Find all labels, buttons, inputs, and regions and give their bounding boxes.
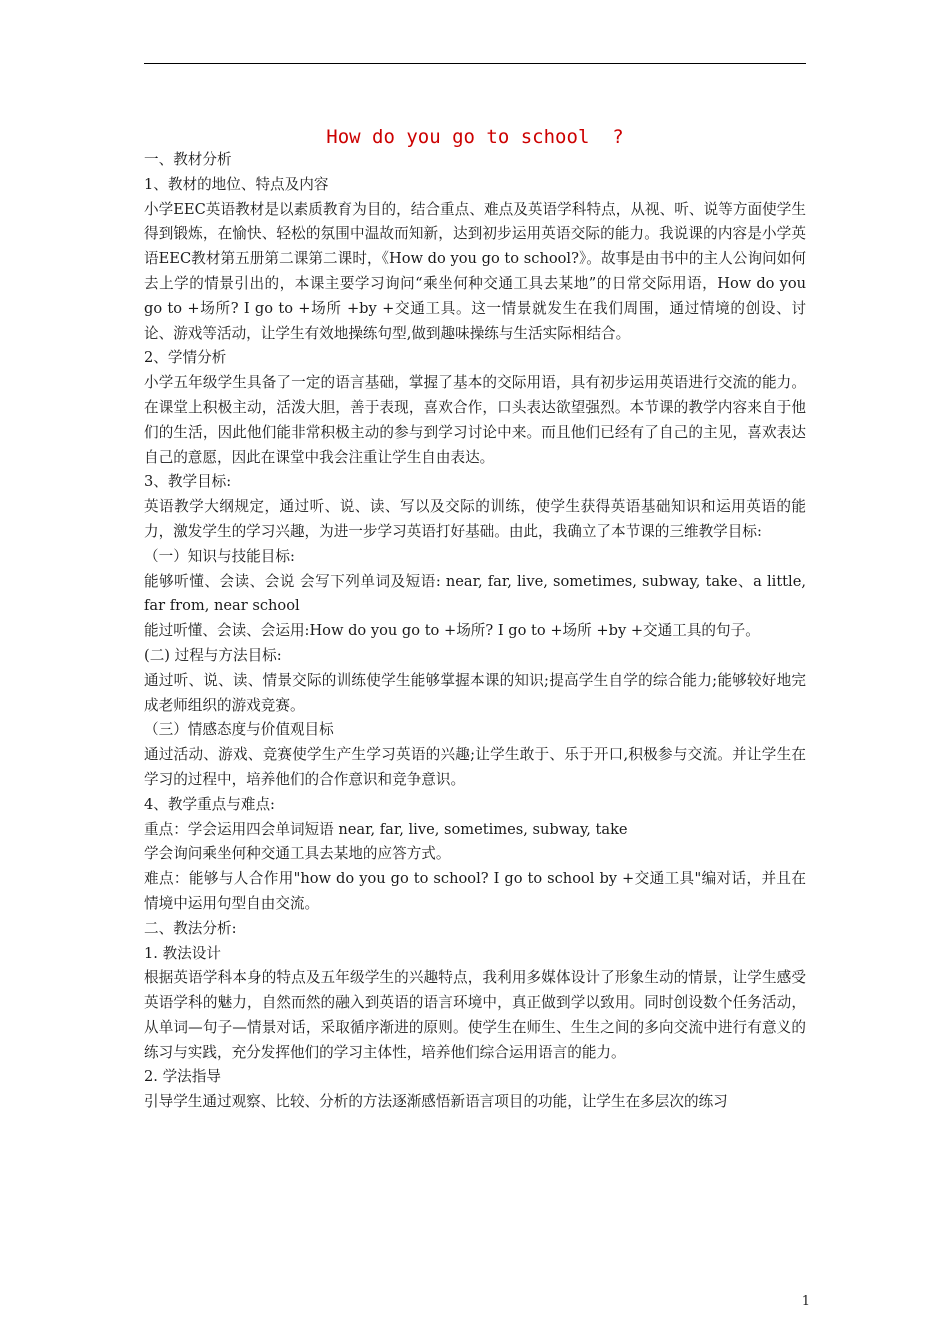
paragraph-method-design: 根据英语学科本身的特点及五年级学生的兴趣特点，我利用多媒体设计了形象生动的情景，让学生感受英语学科的魅力，自然而然的融入到英语的语言环境中，真正做到学以致用。同时创设数个任务活动，从单词—句子—情景对话，采取循序渐进的原则。使学生在师生、生生之间的多向交流中进行有意义的练习与实践，充分发挥他们的学习主体性，培养他们综合运用语言的能力。 (144, 969, 806, 1061)
subheading-teaching-goals: 3、教学目标: (144, 473, 232, 491)
subheading-learning-guidance: 2. 学法指导 (144, 1068, 221, 1086)
paragraph-textbook-content: 小学EEC英语教材是以素质教育为目的，结合重点、难点及英语学科特点，从视、听、说等方面使学生得到锻炼，在愉快、轻松的氛围中温故而知新，达到初步运用英语交际的能力。我说课的内容是小学英语EEC教材第五册第二课第二课时，《How do you go to school?》。故事是由书中的主人公询问如何去上学的情景引出的，本课主要学习询问“乘坐何种交通工具去某地”的日常交际用语，How do you go to +场所? I go to +场所 +by +交通工具。这一情景就发生在我们周围，通过情境的创设、讨论、游戏等活动，让学生有效地操练句型,做到趣味操练与生活实际相结合。 (144, 200, 806, 342)
section-heading-teaching-method: 二、教法分析: (144, 919, 237, 937)
subheading-key-and-difficult-points: 4、教学重点与难点: (144, 795, 275, 813)
paragraph-teaching-goals: 英语教学大纲规定，通过听、说、读、写以及交际的训练，使学生获得英语基础知识和运用英语的能力，激发学生的学习兴趣，为进一步学习英语打好基础。由此，我确立了本节课的三维教学目标: (144, 498, 806, 540)
paragraph-sentence-goal: 能过听懂、会读、会运用:How do you go to +场所? I go to +场所 +by +交通工具的句子。 (144, 622, 760, 640)
subheading-attitude-values: （三）情感态度与价值观目标 (144, 721, 334, 739)
subheading-learner-analysis: 2、学情分析 (144, 349, 227, 367)
paragraph-key-points: 重点：学会运用四会单词短语 near, far, live, sometimes, subway, take (144, 820, 628, 838)
subheading-knowledge-skills: （一）知识与技能目标: (144, 547, 295, 565)
subheading-process-methods: (二) 过程与方法目标: (144, 646, 282, 664)
section-heading-textbook-analysis: 一、教材分析 (144, 151, 232, 168)
paragraph-difficult-points: 难点：能够与人合作用"how do you go to school? I go to school by +交通工具"编对话，并且在情境中运用句型自由交流。 (144, 870, 806, 912)
subheading-method-design: 1. 教法设计 (144, 944, 221, 962)
paragraph-key-points-response: 学会询问乘坐何种交通工具去某地的应答方式。 (144, 845, 451, 863)
paragraph-vocabulary-goal: 能够听懂、会读、会说 会写下列单词及短语: near, far, live, sometimes, subway, take、a little, far from, near school (144, 572, 806, 615)
paragraph-attitude-values: 通过活动、游戏、竞赛使学生产生学习英语的兴趣;让学生敢于、乐于开口,积极参与交流。并让学生在学习的过程中，培养他们的合作意识和竞争意识。 (144, 746, 806, 788)
paragraph-learning-guidance: 引导学生通过观察、比较、分析的方法逐渐感悟新语言项目的功能，让学生在多层次的练习 (144, 1093, 728, 1111)
paragraph-process-methods: 通过听、说、读、情景交际的训练使学生能够掌握本课的知识;提高学生自学的综合能力;能够较好地完成老师组织的游戏竞赛。 (144, 671, 806, 714)
document-body (144, 148, 806, 1115)
subheading-position-and-content: 1、教材的地位、特点及内容 (144, 175, 329, 193)
paragraph-learner-analysis: 小学五年级学生具备了一定的语言基础，掌握了基本的交际用语，具有初步运用英语进行交流的能力。在课堂上积极主动，活泼大胆，善于表现，喜欢合作，口头表达欲望强烈。本节课的教学内容来自于他们的生活，因此他们能非常积极主动的参与到学习讨论中来。而且他们已经有了自己的主见，喜欢表达自己的意愿，因此在课堂中我会注重让学生自由表达。 (144, 374, 806, 466)
header-rule (144, 63, 806, 64)
document-title: How do you go to school ? (326, 126, 624, 148)
page-number: 1 (801, 1294, 810, 1309)
